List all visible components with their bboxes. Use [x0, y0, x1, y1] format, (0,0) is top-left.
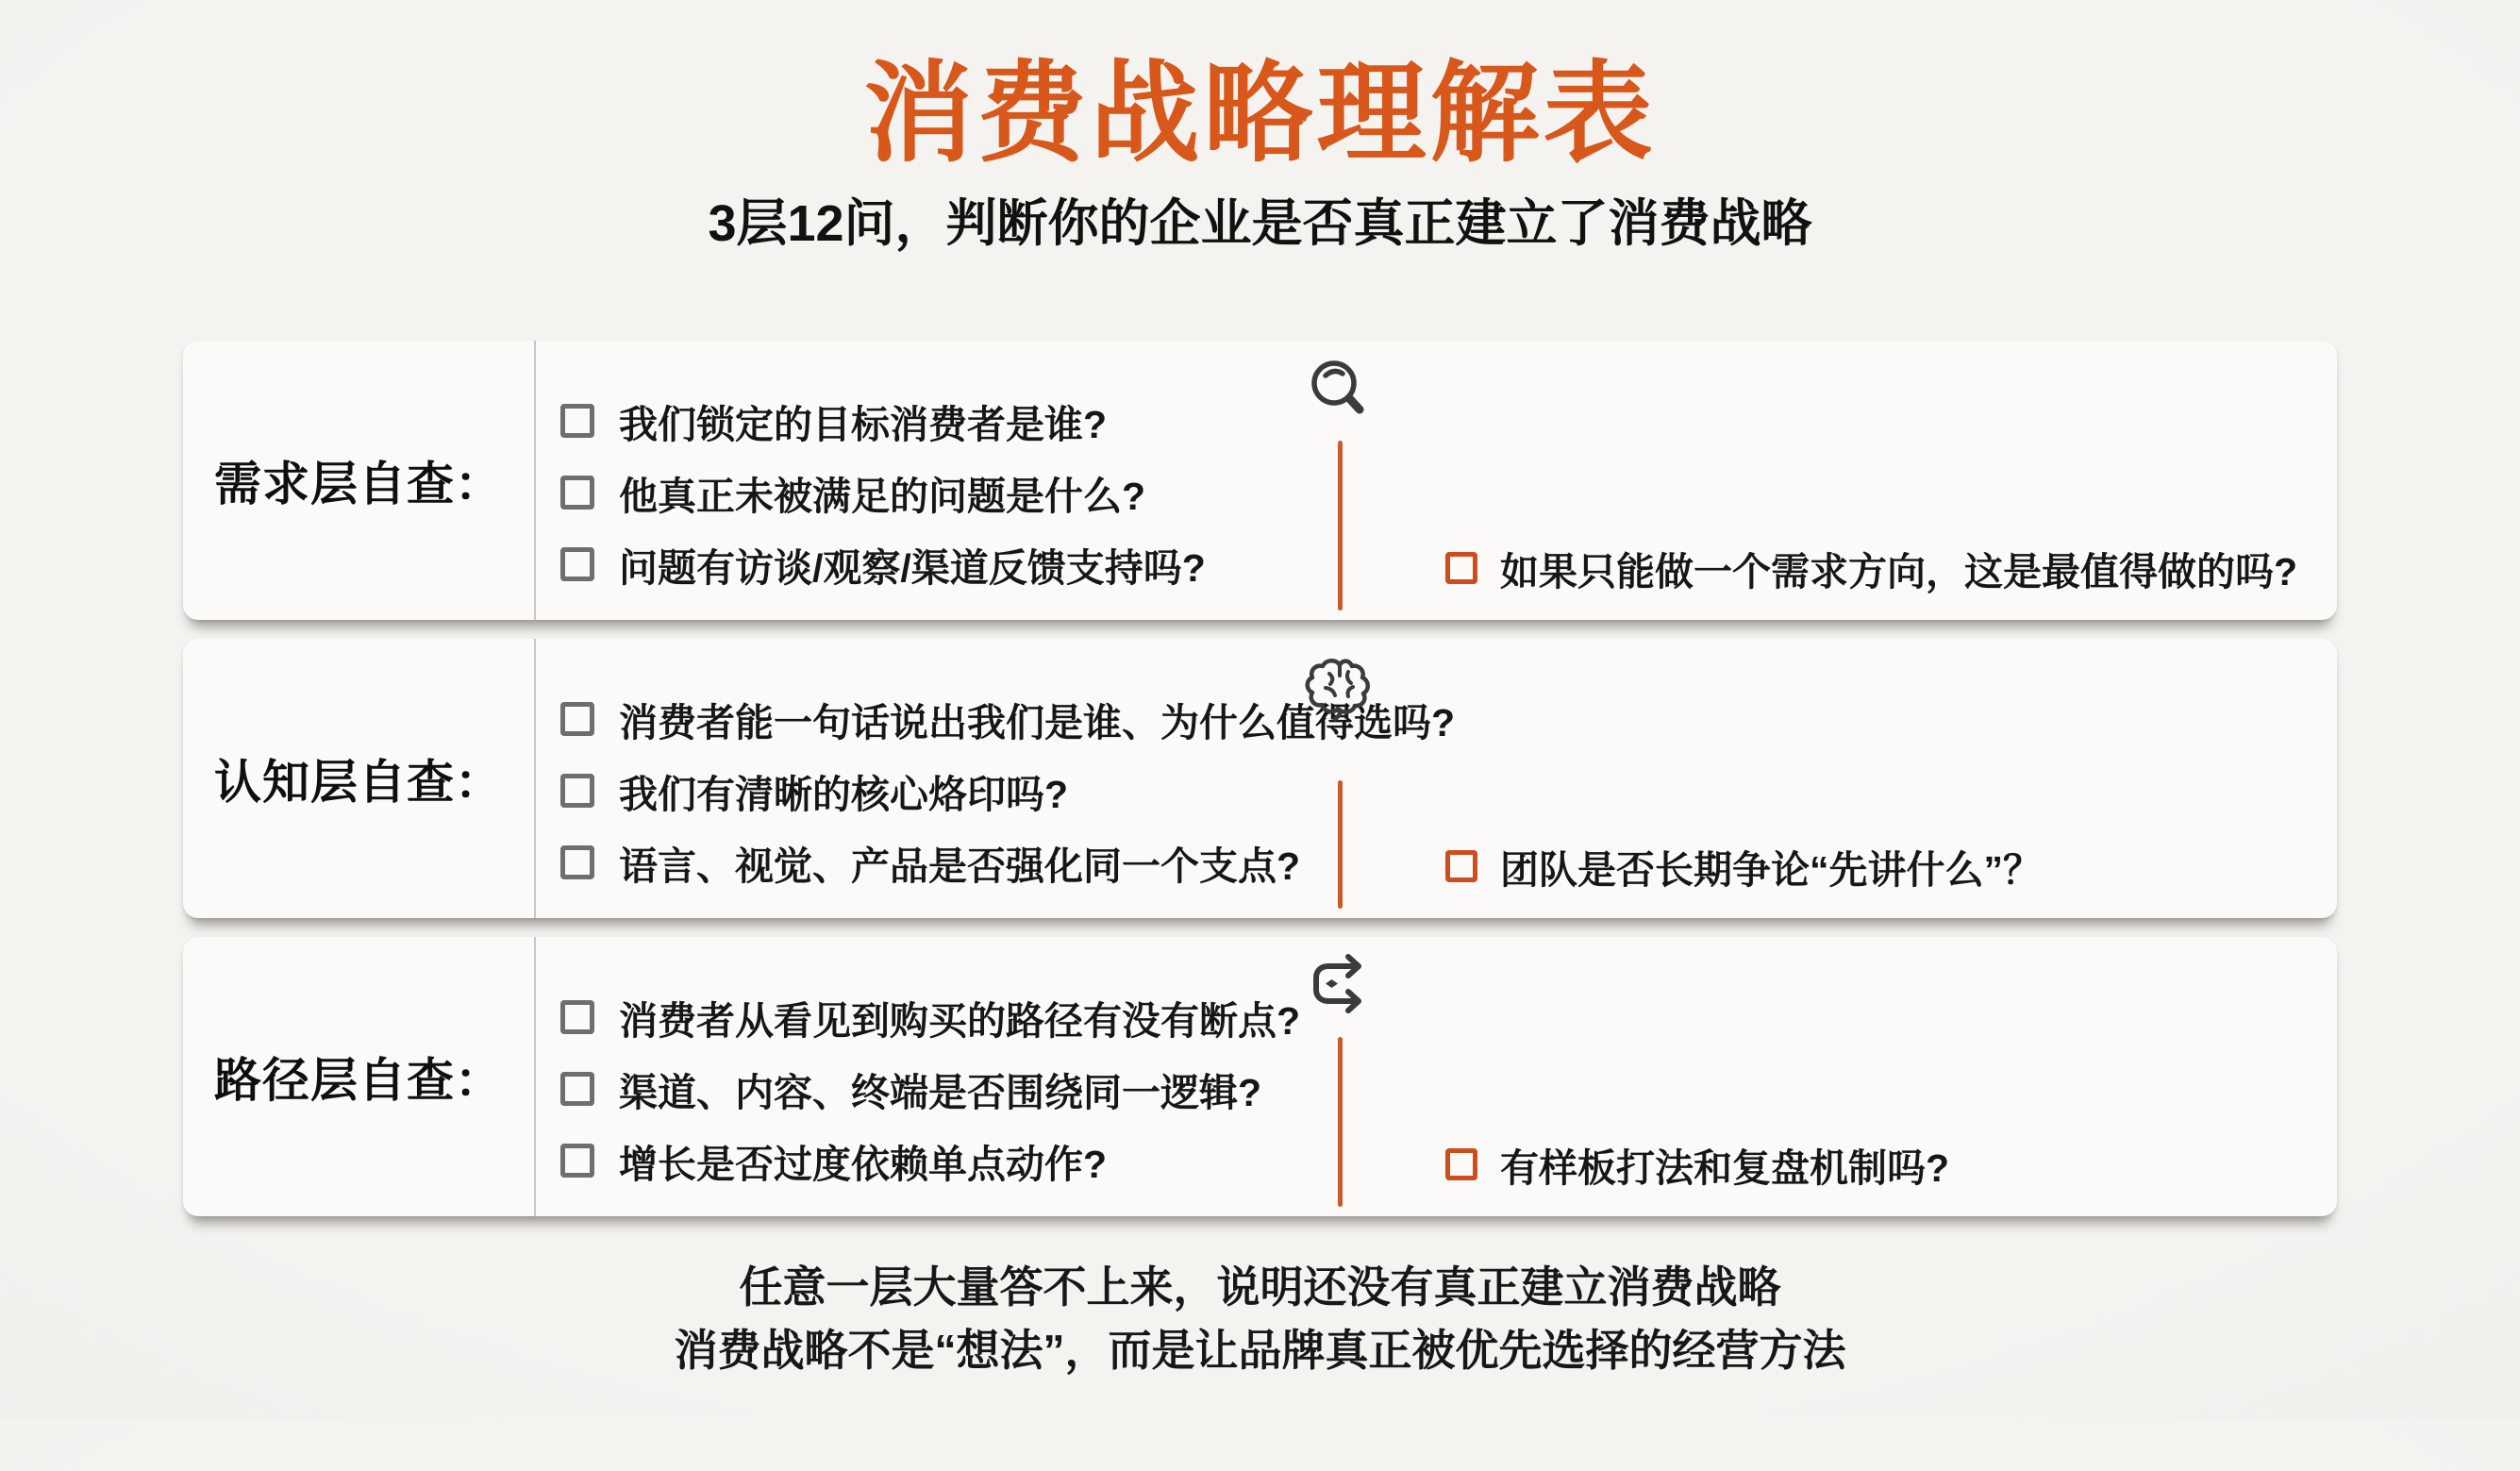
footer-note	[0, 1256, 2520, 1382]
list-item	[560, 399, 1206, 446]
question-label: 问题有访谈/观察/渠道反馈支持吗?	[619, 545, 1206, 590]
checkbox[interactable]	[560, 404, 594, 438]
magnifier-icon	[1302, 354, 1377, 429]
checkbox[interactable]	[560, 1072, 594, 1106]
question-label: 语言、视觉、产品是否强化同一个支点?	[619, 844, 1301, 888]
divider-line	[1338, 441, 1343, 610]
path-checklist	[560, 937, 1300, 1216]
checklist-cards	[183, 341, 2337, 1216]
question-label: 消费者从看见到购买的路径有没有断点?	[619, 998, 1301, 1043]
consumer-strategy-sheet	[0, 53, 2520, 1471]
divider-line	[1338, 1037, 1343, 1207]
checkbox[interactable]	[560, 845, 594, 879]
checkbox-orange[interactable]	[1445, 1148, 1477, 1180]
checkbox[interactable]	[560, 702, 594, 736]
checkbox-orange[interactable]	[1445, 552, 1477, 584]
checkbox[interactable]	[560, 1000, 594, 1034]
question-label: 渠道、内容、终端是否围绕同一逻辑?	[619, 1070, 1262, 1114]
checkbox[interactable]	[560, 1144, 594, 1178]
question-label: 他真正未被满足的问题是什么?	[619, 474, 1146, 518]
key-question-demand	[1445, 546, 2298, 593]
key-question-label: 团队是否长期争论“先讲什么”？	[1500, 847, 2042, 892]
key-question-label: 如果只能做一个需求方向，这是最值得做的吗?	[1500, 549, 2298, 593]
label-divider	[534, 341, 536, 620]
key-question-path	[1445, 1143, 1950, 1190]
key-question-label: 有样板打法和复盘机制吗?	[1500, 1145, 1950, 1190]
label-divider	[534, 639, 536, 918]
question-label: 消费者能一句话说出我们是谁、为什么值得选吗?	[619, 700, 1456, 744]
label-divider	[534, 937, 536, 1216]
question-label: 增长是否过度依赖单点动作?	[619, 1142, 1108, 1186]
divider-line	[1338, 780, 1343, 909]
list-item	[560, 841, 1455, 888]
list-item	[560, 769, 1455, 816]
list-item	[560, 995, 1301, 1043]
question-label: 我们有清晰的核心烙印吗?	[619, 772, 1069, 816]
list-item	[560, 1067, 1300, 1114]
question-label: 我们锁定的目标消费者是谁?	[619, 402, 1108, 446]
checkbox[interactable]	[560, 476, 594, 510]
card-path-layer	[183, 937, 2337, 1216]
checkbox-orange[interactable]	[1445, 850, 1477, 882]
checkbox[interactable]	[560, 547, 594, 581]
list-item	[560, 1139, 1300, 1186]
checkbox[interactable]	[560, 774, 594, 808]
list-item	[560, 471, 1206, 518]
card-cognition-layer	[183, 639, 2337, 918]
card-label-cognition: 认知层自查：	[214, 756, 503, 810]
footer-line-1: 任意一层大量答不上来，说明还没有真正建立消费战略	[739, 1262, 1781, 1312]
list-item	[560, 543, 1206, 590]
page-title: 消费战略理解表	[863, 52, 1657, 175]
key-question-cognition	[1445, 844, 2042, 892]
card-demand-layer	[183, 341, 2337, 620]
card-label-demand: 需求层自查：	[214, 458, 503, 511]
footer-line-2: 消费战略不是“想法”，而是让品牌真正被优先选择的经营方法	[674, 1326, 1846, 1376]
card-label-path: 路径层自查：	[214, 1054, 503, 1108]
path-loop-icon	[1302, 950, 1377, 1026]
page-subtitle: 3层12问，判断你的企业是否真正建立了消费战略	[708, 194, 1812, 252]
demand-checklist	[560, 341, 1206, 620]
brain-icon	[1302, 652, 1377, 727]
